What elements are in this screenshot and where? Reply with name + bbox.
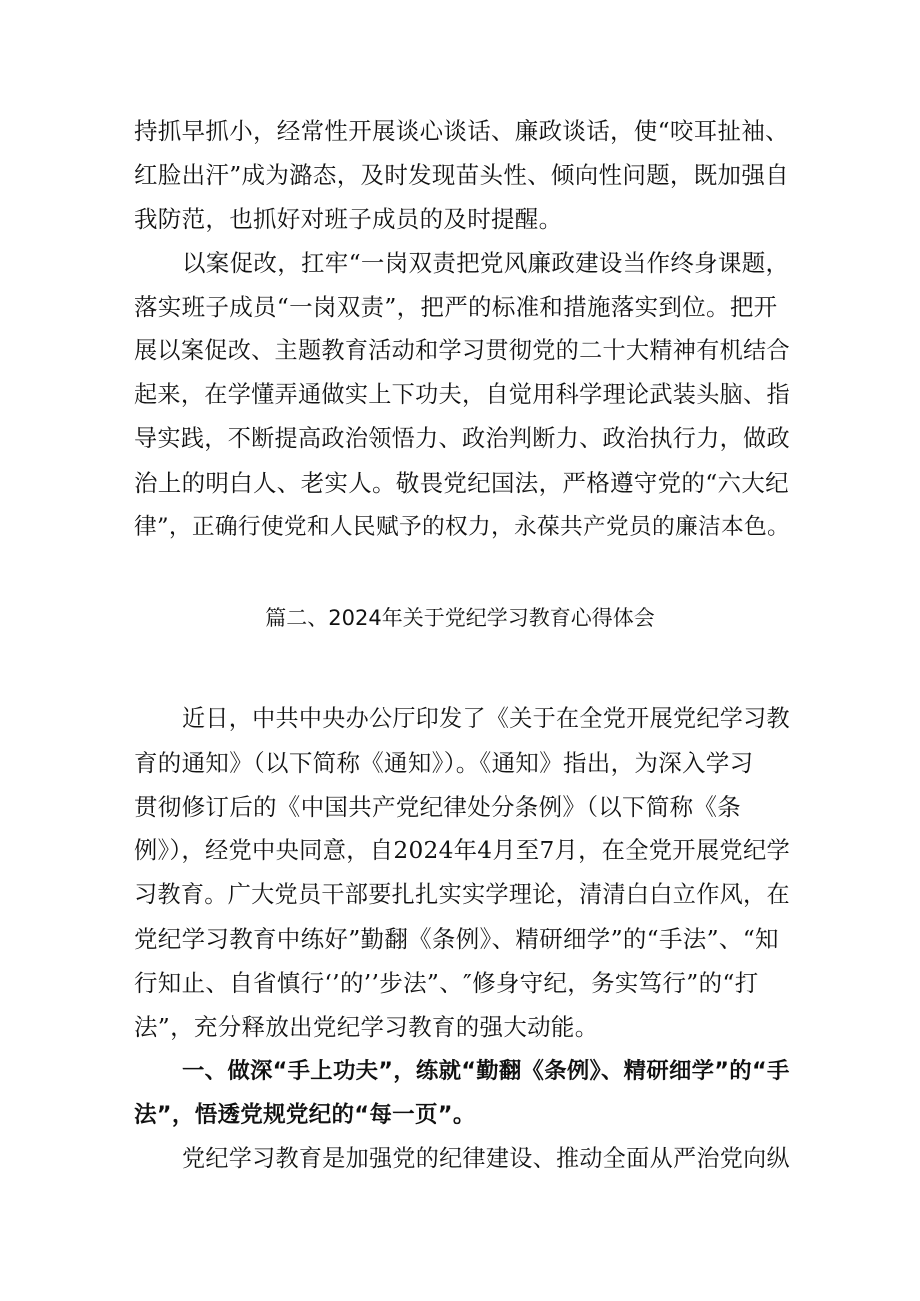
paragraph-3-line-5: 习教育。广大党员干部要扎扎实实学理论，清清白白立作风，在 [134,882,790,908]
subheading-line-1: 一、做深“手上功夫”，练就“勤翻《条例》、精研细学”的“手 [182,1058,790,1084]
paragraph-2-line-7: 律”，正确行使党和人民赋予的权力，永葆共产党员的廉洁本色。 [134,514,790,540]
paragraph-3-line-7: 行知止、自省慎行‘’的’’步法”、″修身守纪，务实笃行”的“打 [134,969,759,997]
paragraph-2-line-6: 治上的明白人、老实人。敬畏党纪国法，严格遵守党的“六大纪 [134,469,789,497]
paragraph-2-line-3: 展以案促改、主题教育活动和学习贯彻党的二十大精神有机结合 [134,338,790,364]
paragraph-3-line-6: 党纪学习教育中练好”勤翻《条例》、精研细学”的“手法”、“知 [134,925,779,953]
paragraph-2-line-1: 以案促改，扛牢“一岗双责把党风廉政建设当作终身课题， [182,249,790,277]
paragraph-2-line-4: 起来，在学懂弄通做实上下功夫，自觉用科学理论武装头脑、指 [134,382,790,408]
paragraph-3-line-4: 例》），经党中央同意，自2024年4月至7月，在全党开展党纪学 [134,837,791,864]
paragraph-2-line-5: 导实践，不断提高政治领悟力、政治判断力、政治执行力，做政 [134,426,790,452]
section-title: 篇二、2024年关于党纪学习教育心得体会 [265,606,655,630]
paragraph-1-line-2: 红脸出汗”成为潞态，及时发现苗头性、倾向性问题，既加强自 [134,161,789,189]
paragraph-3-line-1: 近日，中共中央办公厅印发了《关于在全党开展党纪学习教 [182,706,790,732]
paragraph-3-line-3: 贯彻修订后的《中国共产党纪律处分条例》（以下简称《条 [134,793,742,821]
paragraph-2-line-2: 落实班子成员“一岗双责”，把严的标准和措施落实到位。把开 [134,293,778,321]
paragraph-3-line-2: 育的通知》（以下简称《通知》）。《通知》指出，为深入学习 [134,749,754,777]
paragraph-1-line-3: 我防范，也抓好对班子成员的及时提醒。 [134,205,563,233]
subheading-line-2: 法”，悟透党规党纪的“每一页”。 [134,1102,476,1128]
paragraph-1-line-1: 持抓早抓小，经常性开展谈心谈话、廉政谈话，使“咬耳扯袖、 [134,117,789,145]
paragraph-4-line-1: 党纪学习教育是加强党的纪律建设、推动全面从严治党向纵 [182,1146,790,1172]
paragraph-3-line-8: 法”，充分释放出党纪学习教育的强大动能。 [134,1013,599,1041]
